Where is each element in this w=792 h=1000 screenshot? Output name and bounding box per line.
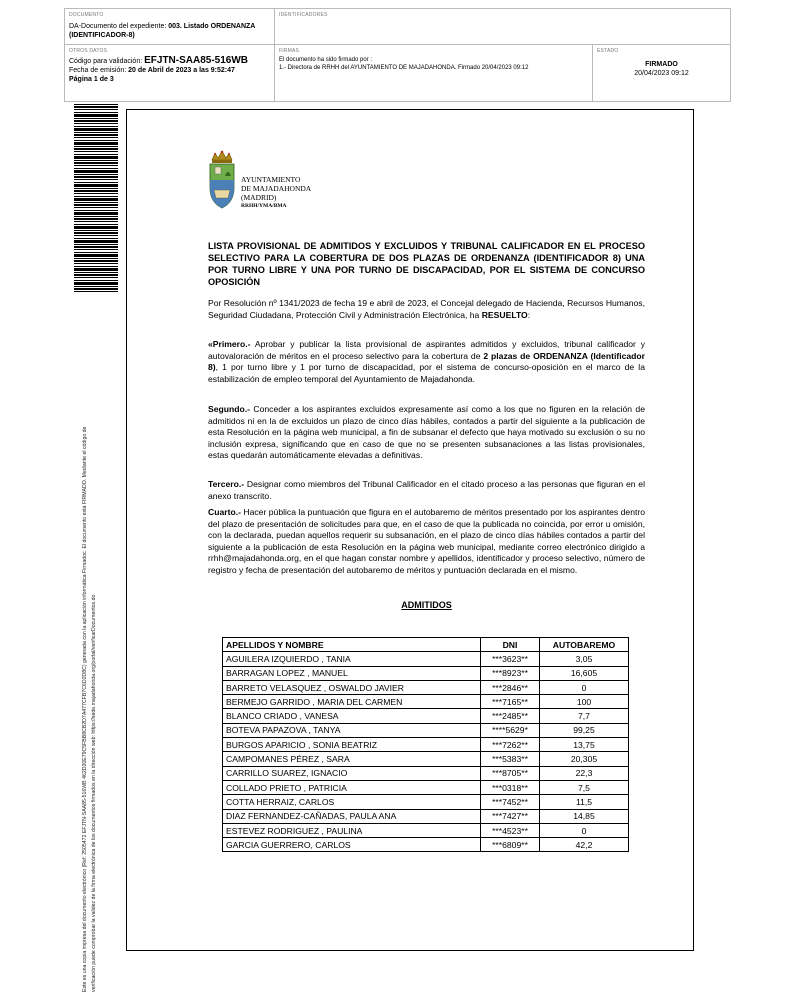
primero-lead: «Primero.-: [208, 339, 251, 349]
firmas-label: FIRMAS: [279, 48, 300, 54]
codigo-label: Código para validación:: [69, 58, 145, 65]
cuarto-lead: Cuarto.-: [208, 507, 241, 517]
firmas-line2: 1.- Directora de RRHH del AYUNTAMIENTO DE MAJADAHONDA. Firmado 20/04/2023 09:12: [279, 65, 529, 71]
cell-nombre: BARRAGAN LOPEZ , MANUEL: [223, 666, 481, 680]
pagina-info: Página 1 de 3: [69, 76, 114, 83]
segundo-paragraph: Segundo.- Conceder a los aspirantes excluidos expresamente así como a los que no figuren en la relación de admitidos ni en la de excluidos un plazo de cinco días hábiles, contados a partir del siguiente a la publicación de esta Resolución en la página web municipal, a fin de subsanar el defecto que haya motivado su exclusión o su no inclusión expresa, significando que en caso de que no se presenten subsanaciones a las listas provisionales, estas quedarán automáticamente elevadas a definitivas.: [208, 404, 645, 461]
document-header: [64, 8, 731, 102]
identificadores-label: IDENTIFICADORES: [279, 12, 328, 18]
primero-paragraph: «Primero.- Aprobar y publicar la lista provisional de aspirantes admitidos y excluidos, tribunal calificador y autovaloración de méritos en el proceso selectivo para la cobertura de 2 plazas de ORDENANZA (Identificador 8), 1 por turno libre y 1 por turno de discapacidad, por el sistema de concurso-oposición en el marco de la estabilización de empleo temporal del Ayuntamiento de Majadahonda.: [208, 339, 645, 384]
table-row: [223, 780, 629, 794]
cell-nombre: BLANCO CRIADO , VANESA: [223, 709, 481, 723]
cell-dni: ****5629*: [481, 723, 540, 737]
tercero-lead: Tercero.-: [208, 479, 245, 489]
cell-dni: ***5383**: [481, 752, 540, 766]
municipality-line1: AYUNTAMIENTO: [241, 175, 301, 184]
cell-autobaremo: 7,5: [540, 780, 629, 794]
cell-autobaremo: 42,2: [540, 838, 629, 852]
otros-datos-label: OTROS DATOS: [69, 48, 108, 54]
table-header-row: [223, 638, 629, 652]
cell-nombre: AGUILERA IZQUIERDO , TANIA: [223, 652, 481, 666]
resuelto-label: RESUELTO: [481, 309, 528, 320]
table-row: [223, 680, 629, 694]
table-row: [223, 723, 629, 737]
intro-paragraph: Por Resolución nº 1341/2023 de fecha 19 e abril de 2023, el Concejal delegado de Hacienda, Recursos Humanos, Seguridad Ciudadana, Protección Civil y Administración Electrónica, ha RESUELTO:: [208, 298, 645, 320]
cell-nombre: CAMPOMANES PÉREZ , SARA: [223, 752, 481, 766]
table-row: [223, 809, 629, 823]
barcode: [74, 104, 118, 294]
cell-dni: ***8705**: [481, 766, 540, 780]
fecha-label: Fecha de emisión:: [69, 67, 129, 74]
cell-autobaremo: 100: [540, 695, 629, 709]
cell-nombre: BOTEVA PAPAZOVA , TANYA: [223, 723, 481, 737]
tercero-paragraph: Tercero.- Designar como miembros del Tribunal Calificador en el citado proceso a las personas que figuran en el anexo transcrito.: [208, 479, 645, 501]
municipality-name: [241, 175, 311, 211]
cell-autobaremo: 14,85: [540, 809, 629, 823]
otros-datos-cell: [65, 45, 275, 101]
cell-dni: ***3623**: [481, 652, 540, 666]
table-row: [223, 695, 629, 709]
cell-autobaremo: 0: [540, 823, 629, 837]
cell-dni: ***7427**: [481, 809, 540, 823]
table-row: [223, 652, 629, 666]
cell-autobaremo: 3,05: [540, 652, 629, 666]
table-row: [223, 666, 629, 680]
cell-nombre: DIAZ FERNANDEZ-CAÑADAS, PAULA ANA: [223, 809, 481, 823]
plazas-highlight: 2 plazas de ORDENANZA (Identificador 8): [208, 350, 645, 373]
estado-cell: [593, 45, 730, 101]
municipality-line2: DE MAJADAHONDA: [241, 184, 312, 193]
estado-value: FIRMADO: [645, 61, 678, 68]
documento-label: DOCUMENTO: [69, 12, 104, 18]
cell-nombre: ESTEVEZ RODRIGUEZ , PAULINA: [223, 823, 481, 837]
municipality-line3: (MADRID): [241, 193, 277, 202]
fecha-value: 20 de Abril de 2023 a las 9:52:47: [128, 67, 235, 74]
documento-prefix: DA-Documento del expediente:: [69, 23, 169, 30]
cell-autobaremo: 11,5: [540, 795, 629, 809]
table-row: [223, 752, 629, 766]
column-header-dni: DNI: [481, 638, 540, 652]
margin-verification-line2: verificación puede comprobar la validez de la firma electrónica de los documentos firmados en la dirección web: https://sede.majadahonda.org/portal/verificarDocumentos.do: [91, 594, 97, 992]
firmas-line1: El documento ha sido firmado por :: [279, 57, 373, 63]
cell-autobaremo: 13,75: [540, 738, 629, 752]
estado-date: 20/04/2023 09:12: [634, 70, 689, 77]
cell-dni: ***7165**: [481, 695, 540, 709]
cell-nombre: BERMEJO GARRIDO , MARIA DEL CARMEN: [223, 695, 481, 709]
cell-dni: ***7452**: [481, 795, 540, 809]
margin-verification-line1: Este es una copia impresa del documento electrónico (Ref: 2505472 EFJTN-SAA85-516WB 462D20E79C5FBB8CB2D7A477CFB7C6D2D8C) generada con la aplicación informática Firmadoc. El documento está FIRMADO. Mediante el código de: [82, 426, 88, 992]
cell-dni: ***7262**: [481, 738, 540, 752]
table-row: [223, 823, 629, 837]
cell-autobaremo: 20,305: [540, 752, 629, 766]
table-row: [223, 709, 629, 723]
cell-dni: ***8923**: [481, 666, 540, 680]
cell-autobaremo: 7,7: [540, 709, 629, 723]
cell-dni: ***4523**: [481, 823, 540, 837]
documento-cell: [65, 9, 275, 45]
admitidos-table: [222, 637, 629, 852]
cell-autobaremo: 16,605: [540, 666, 629, 680]
cell-nombre: BURGOS APARICIO , SONIA BEATRIZ: [223, 738, 481, 752]
cell-autobaremo: 99,25: [540, 723, 629, 737]
firmas-cell: [275, 45, 593, 101]
cell-dni: ***2485**: [481, 709, 540, 723]
cell-autobaremo: 0: [540, 680, 629, 694]
cell-nombre: COTTA HERRAIZ, CARLOS: [223, 795, 481, 809]
identificadores-cell: [275, 9, 730, 45]
segundo-lead: Segundo.-: [208, 404, 251, 414]
document-title: LISTA PROVISIONAL DE ADMITIDOS Y EXCLUIDOS Y TRIBUNAL CALIFICADOR EN EL PROCESO SELECTIVO PARA LA COBERTURA DE DOS PLAZAS DE ORDENANZA (IDENTIFICADOR 8) UNA POR TURNO LIBRE Y UNA POR TURNO DE DISCAPACIDAD, POR EL SISTEMA DE CONCURSO OPOSICIÓN: [208, 241, 645, 287]
column-header-nombre: APELLIDOS Y NOMBRE: [223, 638, 481, 652]
estado-label: ESTADO: [597, 48, 619, 54]
cell-nombre: BARRETO VELASQUEZ , OSWALDO JAVIER: [223, 680, 481, 694]
department-ref: RRHH/YMA/BMA: [241, 203, 287, 209]
cell-nombre: CARRILLO SUAREZ, IGNACIO: [223, 766, 481, 780]
table-row: [223, 795, 629, 809]
cell-dni: ***6809**: [481, 838, 540, 852]
cell-autobaremo: 22,3: [540, 766, 629, 780]
column-header-autobaremo: AUTOBAREMO: [540, 638, 629, 652]
cuarto-paragraph: Cuarto.- Hacer pública la puntuación que figura en el autobaremo de méritos presentado por los aspirantes dentro del plazo de presentación de solicitudes para que, en el caso de que la publicada no coincida, por error u omisión, con la declarada, puedan aquellos requerir su subsanación, en el plazo de cinco días hábiles contados a partir del siguiente a la publicación de esta Resolución en la página web municipal, mediante correo electrónico dirigido a rrhh@majadahonda.org, en el que hagan constar nombre y apellidos, identificador y proceso selectivo, número de registro y fecha de presentación del autobaremo de méritos y puntuación declarada en el mismo.: [208, 507, 645, 575]
table-row: [223, 838, 629, 852]
table-row: [223, 766, 629, 780]
coat-of-arms-logo: [206, 150, 238, 212]
cell-dni: ***0318**: [481, 780, 540, 794]
table-body: [223, 652, 629, 852]
documento-title: 003. Listado ORDENANZA (IDENTIFICADOR-8): [69, 23, 256, 39]
cell-dni: ***2846**: [481, 680, 540, 694]
admitidos-heading: ADMITIDOS: [401, 600, 452, 610]
table-row: [223, 738, 629, 752]
cell-nombre: COLLADO PRIETO , PATRICIA: [223, 780, 481, 794]
codigo-value: EFJTN-SAA85-516WB: [144, 55, 249, 66]
cell-nombre: GARCIA GUERRERO, CARLOS: [223, 838, 481, 852]
